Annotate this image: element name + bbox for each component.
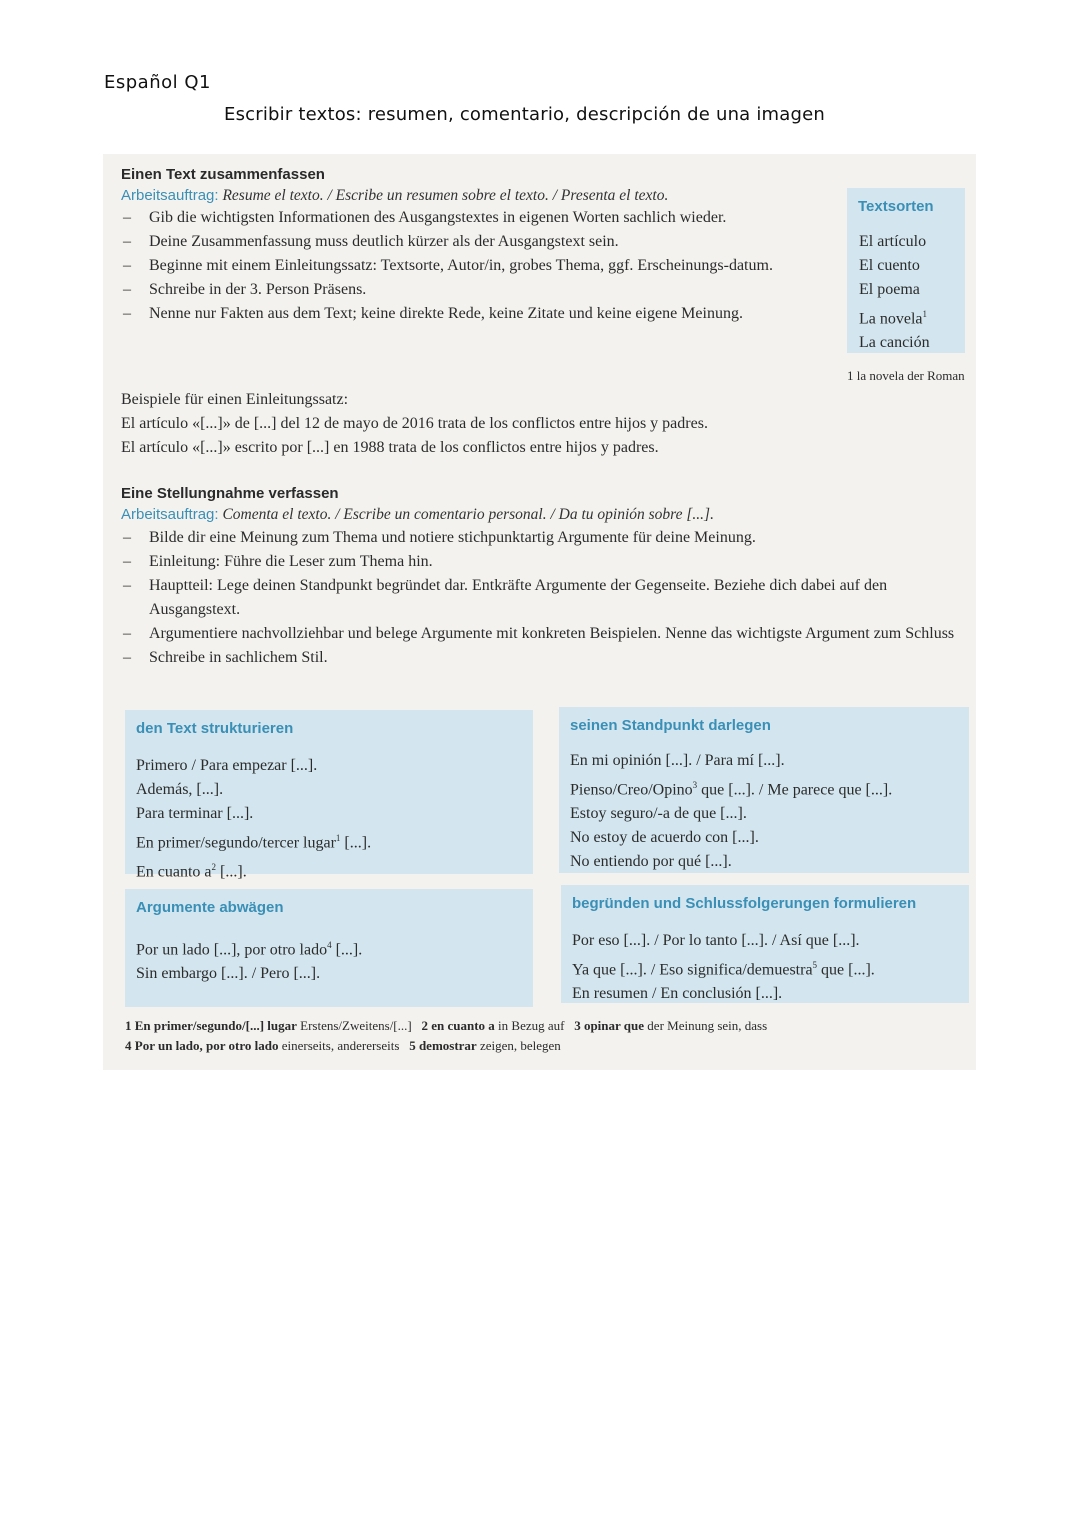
list-item: – Argumentiere nachvollziehbar und belege Argumente mit konkreten Beispielen. Nenne das wichtigste Argument zum Schluss: [123, 622, 968, 646]
list-item: En mi opinión [...]. / Para mí [...].: [570, 752, 785, 769]
list-item: Estoy seguro/-a de que [...].: [570, 805, 747, 823]
list-item: La novela$^1$: [859, 309, 928, 328]
example-line: El artículo «[...]» escrito por [...] en 1988 trata de los conflictos entre hijos y padres.: [121, 439, 659, 456]
weigh-heading: Argumente abwägen: [136, 899, 284, 916]
opinion-bullets: [123, 526, 968, 670]
footnote-mark: 1: [922, 309, 928, 319]
list-item: Además, [...].: [136, 781, 224, 798]
list-item: No entiendo por qué [...].: [570, 853, 732, 871]
footnote-line: 4 Por un lado, por otro lado einerseits, andererseits 5 demostrar zeigen, belegen: [125, 1038, 561, 1053]
opinion-task: [121, 506, 714, 524]
page-title: Escribir textos: resumen, comentario, descripción de una imagen: [224, 104, 826, 125]
list-item: En primer/segundo/tercer lugar$^1$ [...].: [136, 833, 372, 852]
list-item: Sin embargo [...]. / Pero [...].: [136, 965, 321, 983]
list-item: – Gib die wichtigsten Informationen des Ausgangstextes in eigenen Worten sachlich wieder.: [123, 206, 823, 230]
footnotes: [125, 1016, 767, 1056]
textsorten-box: [847, 188, 965, 353]
example-line: El artículo «[...]» de [...] del 12 de mayo de 2016 trata de los conflictos entre hijos y padres.: [121, 415, 708, 432]
list-item: Por un lado [...], por otro lado$^4$ [...].: [136, 940, 363, 959]
list-item: – Schreibe in der 3. Person Präsens.: [123, 278, 823, 302]
standpoint-heading: seinen Standpunkt darlegen: [570, 717, 771, 734]
summary-heading: Einen Text zusammenfassen: [121, 166, 325, 183]
structure-box: [125, 710, 533, 881]
list-item: En cuanto $a^2$ [...].: [136, 862, 247, 881]
conclude-heading: begründen und Schlussfolgerungen formulieren: [572, 895, 917, 912]
list-item: Ya que [...]. / Eso significa/demuestra$^5$ que [...].: [572, 960, 875, 979]
list-item: Para terminar [...].: [136, 805, 254, 822]
list-item: – Beginne mit einem Einleitungssatz: Textsorte, Autor/in, grobes Thema, ggf. Erscheinungs-datum.: [123, 254, 823, 278]
footnote-line: 1 En primer/segundo/[...] lugar Erstens/Zweitens/[...] 2 en cuanto a in Bezug auf 3 opinar que der Meinung sein, dass: [125, 1018, 768, 1033]
opinion-task-label: Arbeitsauftrag:: [121, 506, 219, 523]
weigh-box: [125, 889, 533, 1007]
textsorten-list: [859, 230, 930, 355]
textbook-scan: [103, 154, 976, 1070]
list-item: El artículo: [859, 233, 927, 250]
conclude-phrases: [572, 929, 875, 1006]
examples-heading: Beispiele für einen Einleitungssatz:: [121, 391, 349, 408]
summary-task: [121, 187, 668, 205]
course-label: Español Q1: [104, 72, 211, 93]
textsorten-heading: Textsorten: [858, 198, 934, 215]
list-item: – Deine Zusammenfassung muss deutlich kürzer als der Ausgangstext sein.: [123, 230, 823, 254]
list-item: – Einleitung: Führe die Leser zum Thema hin.: [123, 550, 968, 574]
textsorten-footnote: 1 la novela der Roman: [847, 368, 965, 383]
list-item: – Nenne nur Fakten aus dem Text; keine direkte Rede, keine Zitate und keine eigene Meinung.: [123, 302, 823, 326]
summary-task-label: Arbeitsauftrag:: [121, 187, 219, 204]
list-item: El poema: [859, 281, 920, 298]
standpoint-phrases: [570, 749, 892, 874]
weigh-phrases: [136, 933, 362, 986]
examples-block: [121, 388, 708, 460]
opinion-heading: Eine Stellungnahme verfassen: [121, 485, 339, 502]
list-item: Pienso/Creo/Opino$^3$ que [...]. / Me parece que [...].: [570, 780, 893, 799]
list-item: No estoy de acuerdo con [...].: [570, 829, 759, 847]
list-item: Por eso [...]. / Por lo tanto [...]. / Así que [...].: [572, 932, 860, 949]
structure-phrases: [136, 754, 371, 885]
summary-task-text: Resume el texto. / Escribe un resumen sobre el texto. / Presenta el texto.: [222, 187, 669, 204]
list-item: – Hauptteil: Lege deinen Standpunkt begründet dar. Entkräfte Argumente der Gegenseite. Beziehe dich dabei auf den Ausgangstext.: [123, 574, 968, 622]
structure-heading: den Text strukturieren: [136, 720, 294, 737]
list-item: En resumen / En conclusión [...].: [572, 985, 783, 1003]
standpoint-box: [559, 707, 969, 873]
list-item: – Bilde dir eine Meinung zum Thema und notiere stichpunktartig Argumente für deine Meinung.: [123, 526, 968, 550]
list-item: – Schreibe in sachlichem Stil.: [123, 646, 968, 670]
summary-bullets: [123, 206, 823, 326]
list-item: El cuento: [859, 257, 920, 274]
list-item: La canción: [859, 334, 930, 352]
opinion-task-text: Comenta el texto. / Escribe un comentario personal. / Da tu opinión sobre [...].: [222, 506, 714, 523]
conclude-box: [561, 885, 969, 1003]
list-item: Primero / Para empezar [...].: [136, 757, 318, 774]
